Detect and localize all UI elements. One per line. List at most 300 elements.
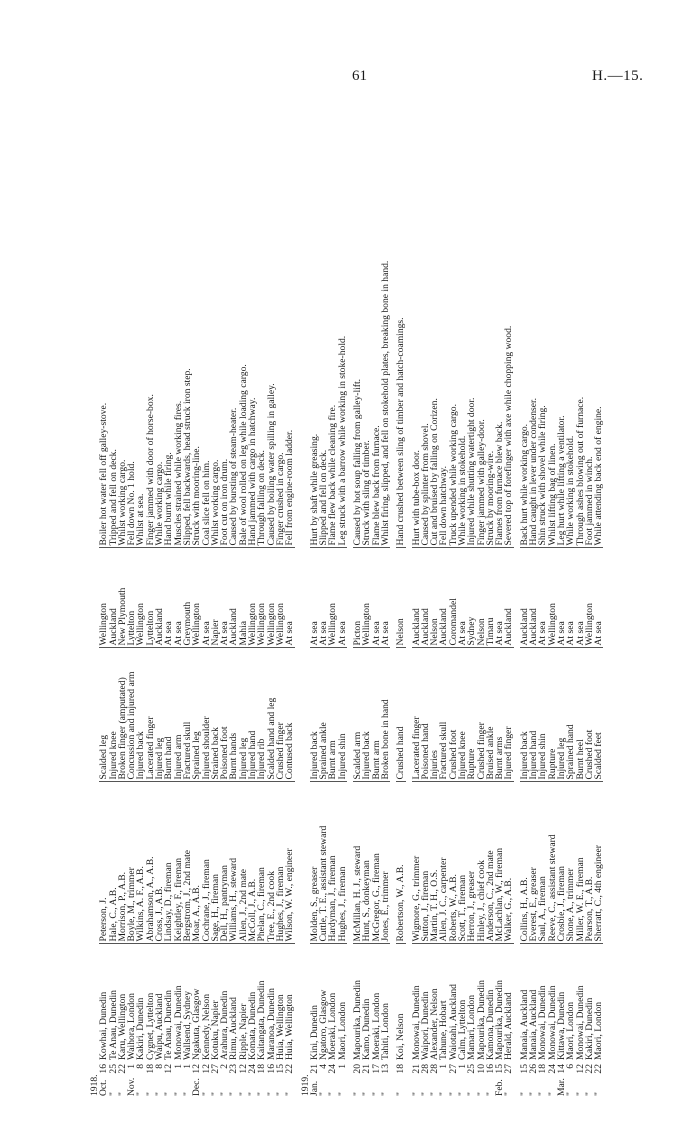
cell-injury: Broken bone in hand	[381, 648, 390, 782]
cell-injury: Crushed foot	[449, 648, 458, 782]
cell-injury: Burnt arm	[372, 648, 381, 782]
cell-vessel: Monowai, Dunedin	[174, 944, 183, 1062]
cell-where: At sea	[285, 548, 294, 648]
cell-month: "	[593, 1092, 605, 1096]
table-row	[183, 88, 192, 1098]
cell-where: At sea	[495, 548, 504, 648]
cell-where: At sea	[164, 548, 173, 648]
table-row	[486, 88, 495, 1098]
cell-name: Allen, J. C., carpenter	[439, 782, 448, 944]
table-row	[164, 88, 173, 1098]
cell-month: "	[361, 1092, 373, 1096]
cell-cause: Flames from furnace blew back.	[494, 421, 506, 546]
cell-vessel: Kamona, Dunedin	[486, 944, 495, 1062]
cell-where: Wellington	[257, 548, 266, 648]
cell-name: Moar, A., A.B.	[192, 782, 201, 944]
cell-injury: Lacerated finger	[412, 648, 421, 782]
cell-vessel: Kini, Dunedin	[310, 944, 319, 1062]
table-row	[495, 88, 504, 1098]
table-row	[328, 88, 337, 1098]
cell-month: Jan.	[308, 1080, 320, 1096]
cell-month: "	[107, 1092, 119, 1096]
cell-where: Auckland	[155, 548, 164, 648]
cell-cause: Caused by hot soup falling from galley-lift.	[352, 378, 364, 546]
cell-vessel: Cygnet, Lyttelton	[146, 944, 155, 1062]
table-row	[504, 88, 513, 1098]
cell-month: "	[379, 1092, 391, 1096]
cell-vessel: Waiotahi, Auckland	[449, 944, 458, 1062]
cell-cause: Fell down hatchway.	[438, 465, 450, 546]
cell-day: 18	[537, 1064, 549, 1074]
cell-day: 21	[361, 1064, 373, 1074]
cell-month: Mar.	[555, 1078, 567, 1096]
cell-where: Auckland	[520, 548, 529, 648]
cell-name: Cross, J., A.B.	[155, 782, 164, 944]
cell-day: 1	[181, 1064, 193, 1069]
cell-vessel: Huia, Wellington	[285, 944, 294, 1062]
cell-cause: Whilst firing, slipped, and fell on stokehold plates, breaking bone in hand.	[379, 260, 391, 546]
cell-name: Abrahamson, A., A.B.	[146, 782, 155, 944]
cell-day: 27	[447, 1064, 459, 1074]
cell-month: "	[135, 1092, 147, 1096]
cell-day: 15	[518, 1064, 530, 1074]
cell-where: Auckland	[109, 548, 118, 648]
cell-cause: Slipped and fell on deck.	[318, 449, 330, 546]
cell-where: Auckland	[504, 548, 513, 648]
cell-cause: Coal slice fell on him.	[200, 460, 212, 546]
table-row	[338, 88, 347, 1098]
cell-month: "	[163, 1092, 175, 1096]
table-row	[229, 88, 238, 1098]
cell-vessel: Monowai, Dunedin	[412, 944, 421, 1062]
cell-month: "	[518, 1092, 530, 1096]
cell-injury: Injured back	[310, 648, 319, 782]
cell-month: "	[144, 1092, 156, 1096]
cell-cause: Whilst working cargo.	[209, 459, 221, 546]
cell-day: 28	[419, 1064, 431, 1074]
cell-cause: Foot jammed in winch.	[583, 456, 595, 546]
cell-day: 6	[565, 1064, 577, 1069]
cell-name: Wilson, W. W., engineer	[285, 782, 294, 944]
cell-where: At sea	[538, 548, 547, 648]
table-row	[155, 88, 164, 1098]
cell-injury: Scalded arm	[353, 648, 362, 782]
cell-injury: Crushed finger	[477, 648, 486, 782]
cell-name: McColl, J., A.B.	[248, 782, 257, 944]
cell-vessel: Moeraki, London	[372, 944, 381, 1062]
cell-name: Lindsay, D., fireman	[164, 782, 173, 944]
cell-month: "	[181, 1092, 193, 1096]
cell-where: Wellington	[276, 548, 285, 648]
cell-cause: Flame blew back from furnace.	[370, 425, 382, 546]
cell-month: "	[574, 1092, 586, 1096]
cell-day: 22	[284, 1064, 296, 1074]
cell-cause: While working cargo.	[154, 461, 166, 546]
cell-where: At sea	[576, 548, 585, 648]
cell-vessel: Te Anau, Dunedin	[109, 944, 118, 1062]
cell-vessel: Tahiti, London	[381, 944, 390, 1062]
cell-injury: Sprained leg	[192, 648, 201, 782]
cell-day: 20	[352, 1064, 364, 1074]
cell-cause: Hand crushed between sling of timber and hatch-coamings.	[395, 317, 407, 546]
cell-name: McLachlan, W., fireman	[495, 782, 504, 944]
cell-injury: Lacerated finger	[146, 648, 155, 782]
cell-where: Lyttelton	[127, 548, 136, 648]
cell-where: Picton	[353, 548, 362, 648]
cell-name: Cochrane, J., fireman	[202, 782, 211, 944]
table-row	[202, 88, 211, 1098]
cell-injury: Scalded feet	[594, 648, 603, 782]
cell-where: Sydney	[467, 548, 476, 648]
cell-name: Phelan, C., fireman	[257, 782, 266, 944]
cell-month: "	[565, 1092, 577, 1096]
cell-name: Hughes, J., fireman	[338, 782, 347, 944]
cell-vessel: Arahura, Dunedin	[220, 944, 229, 1062]
cell-day: 12	[574, 1064, 586, 1074]
cell-day: 18	[256, 1064, 268, 1074]
cell-where: Wellington	[362, 548, 371, 648]
cell-day: 12	[163, 1064, 175, 1074]
cell-cause: Muscles strained while working fires.	[172, 400, 184, 546]
cell-month: Feb.	[494, 1079, 506, 1096]
cell-day: 15	[274, 1064, 286, 1074]
document-code: H.—15.	[592, 68, 644, 84]
cell-month: "	[410, 1092, 422, 1096]
cell-cause: Whilst lifting bag of linen.	[546, 443, 558, 546]
cell-vessel: Herald, Auckland	[504, 944, 513, 1062]
cell-cause: Foot cut on iron drum.	[219, 458, 231, 546]
cell-month: "	[284, 1092, 296, 1096]
cell-cause: Flame flew back while cleaning fire.	[327, 404, 339, 546]
cell-injury: Injured knee	[109, 648, 118, 782]
cell-cause: Leg struck with a barrow while working in stoke-hold.	[336, 335, 348, 546]
table-row	[353, 88, 362, 1098]
cell-month: "	[209, 1092, 221, 1096]
cell-injury: Injured leg	[557, 648, 566, 782]
cell-injury: Injured shin	[338, 648, 347, 782]
cell-name: Williams, H., steward	[229, 782, 238, 944]
cell-month: "	[274, 1092, 286, 1096]
table-row	[127, 88, 136, 1098]
cell-day: 2	[219, 1064, 231, 1069]
table-row	[520, 88, 529, 1098]
cell-cause: While working in stokehold.	[456, 435, 468, 546]
cell-name: Jones, E., trimmer	[381, 782, 390, 944]
rotated-table-region	[90, 88, 700, 1098]
cell-injury: Injured knee	[458, 648, 467, 782]
cell-injury: Poisoned foot	[220, 648, 229, 782]
cell-where: At sea	[220, 548, 229, 648]
cell-name: Crosbie, J., fireman	[557, 782, 566, 944]
cell-name: Everest, E., greaser	[529, 782, 538, 944]
cell-cause: Injured while shutting watertight door.	[466, 397, 478, 546]
cell-name: Hughes, J., fireman	[276, 782, 285, 944]
table-row	[174, 88, 183, 1098]
table-row	[585, 88, 594, 1098]
cell-where: At sea	[319, 548, 328, 648]
cell-where: Greymouth	[183, 548, 192, 648]
cell-day: 16	[98, 1064, 110, 1074]
cell-where: Auckland	[529, 548, 538, 648]
cell-injury: Burnt hand	[164, 648, 173, 782]
cell-name: McMillan, H. J., steward	[353, 782, 362, 944]
cell-cause: Through ashes blowing out of furnace.	[574, 396, 586, 546]
table-row	[421, 88, 430, 1098]
cell-cause: Struck with sling of timber.	[361, 440, 373, 546]
table-row	[285, 88, 294, 1098]
year-row	[90, 88, 99, 1098]
cell-cause: Finger jammed with door of horse-box.	[144, 394, 156, 546]
cell-vessel: Kowhai, Dunedin	[99, 944, 108, 1062]
cell-vessel: Maori, London	[566, 944, 575, 1062]
table-row	[239, 88, 248, 1098]
cell-where: Coromandel	[449, 548, 458, 648]
cell-day: 14	[555, 1064, 567, 1074]
cell-month: "	[528, 1092, 540, 1096]
table-row	[136, 88, 145, 1098]
table-row	[267, 88, 276, 1098]
cell-where: At sea	[338, 548, 347, 648]
cell-where: At sea	[594, 548, 603, 648]
cell-where: Wellington	[248, 548, 257, 648]
cell-day: 22	[583, 1064, 595, 1074]
cell-injury: Fractured skull	[183, 648, 192, 782]
table-row	[192, 88, 201, 1098]
cell-cause: Slipped, fell backwards, head struck iron step.	[181, 368, 193, 546]
cell-name: Wigmore, G., trimmer	[412, 782, 421, 944]
cell-name: Martin, T. H., O.S.	[430, 782, 439, 944]
cell-injury: Burnt hands	[229, 648, 238, 782]
cell-day: 27	[209, 1064, 221, 1074]
cell-where: Auckland	[229, 548, 238, 648]
year-label: 1919.	[299, 1074, 311, 1096]
cell-day: 25	[107, 1064, 119, 1074]
cell-vessel: Ngatoro, Glasgow	[319, 944, 328, 1062]
cell-vessel: Monowai, Dunedin	[548, 944, 557, 1062]
cell-cause: Caused by bursting of steam-heater.	[228, 407, 240, 546]
cell-month: "	[395, 1092, 407, 1096]
cell-injury: Crushed hand	[396, 648, 405, 782]
cell-cause: Finger jammed with galley-door.	[475, 419, 487, 546]
page-number: 61	[352, 68, 367, 84]
cell-name: Cuttle, T. E., assistant steward	[319, 782, 328, 944]
table-row	[594, 88, 603, 1098]
cell-vessel: Kamo, Dunedin	[362, 944, 371, 1062]
cell-vessel: Kittawa, Dunedin	[557, 944, 566, 1062]
cell-where: At sea	[557, 548, 566, 648]
cell-injury: Injured hand	[248, 648, 257, 782]
cell-where: Nelson	[430, 548, 439, 648]
cell-month: "	[154, 1092, 166, 1096]
cell-cause: Boiler hot water fell off galley-stove.	[98, 402, 110, 546]
cell-name: Saul, A., fireman	[538, 782, 547, 944]
cell-day: 1	[172, 1064, 184, 1069]
cell-name: Herron, J., greaser	[467, 782, 476, 944]
cell-name: Reeve, C., assistant steward	[548, 782, 557, 944]
cell-where: At sea	[566, 548, 575, 648]
table-row	[430, 88, 439, 1098]
cell-cause: Struck by mooring-wire.	[484, 450, 496, 546]
cell-day: 26	[528, 1064, 540, 1074]
cell-cause: While working in stokehold.	[565, 435, 577, 546]
cell-where: Mahia	[239, 548, 248, 648]
cell-day: 8	[135, 1064, 147, 1069]
accident-table	[90, 88, 603, 1098]
table-row	[211, 88, 220, 1098]
cell-month: "	[583, 1092, 595, 1096]
cell-injury: Injured arm	[174, 648, 183, 782]
cell-injury: Scalded hand and leg	[267, 648, 276, 782]
cell-day: 15	[494, 1064, 506, 1074]
table-row	[477, 88, 486, 1098]
cell-where: Wellington	[136, 548, 145, 648]
cell-vessel: Manaia, Auckland	[520, 944, 529, 1062]
cell-cause: Hand burnt while firing.	[163, 452, 175, 546]
table-row	[381, 88, 390, 1098]
cell-day: 21	[410, 1064, 422, 1074]
page-header	[0, 68, 700, 88]
cell-name: Walker, G., A.B.	[504, 782, 513, 944]
cell-name: Allen, J., 2nd mate	[239, 782, 248, 944]
cell-month: Oct.	[98, 1079, 110, 1096]
cell-day: 13	[379, 1064, 391, 1074]
table-row	[118, 88, 127, 1098]
cell-month: "	[352, 1092, 364, 1096]
cell-injury: Contused back	[285, 648, 294, 782]
cell-month: "	[503, 1092, 515, 1096]
cell-vessel: Ngakuta, Glasgow	[192, 944, 201, 1062]
cell-day: 22	[116, 1064, 128, 1074]
cell-month: "	[219, 1092, 231, 1096]
cell-month: Nov.	[126, 1077, 138, 1096]
cell-vessel: Rimu, Auckland	[229, 944, 238, 1062]
table-row	[372, 88, 381, 1098]
cell-injury: Injured rib	[257, 648, 266, 782]
cell-name: Hardyman, J., fireman	[328, 782, 337, 944]
cell-injury: Scalded leg	[99, 648, 108, 782]
cell-injury: Burnt arm	[328, 648, 337, 782]
cell-vessel: Alexander, Nelson	[430, 944, 439, 1062]
cell-vessel: Kaitangata, Dunedin	[257, 944, 266, 1062]
table-row	[439, 88, 448, 1098]
cell-vessel: Ripple, Napier	[239, 944, 248, 1062]
cell-injury: Crushed finger	[276, 648, 285, 782]
cell-where: Wellington	[99, 548, 108, 648]
cell-cause: Severed top of forefinger with axe while chopping wood.	[503, 325, 515, 546]
cell-injury: Broken finger (amputated)	[118, 648, 127, 782]
cell-where: Napier	[211, 548, 220, 648]
cell-day: 16	[484, 1064, 496, 1074]
cell-day: 28	[429, 1064, 441, 1074]
cell-name: Roberts, W., A.B.	[449, 782, 458, 944]
cell-month: "	[172, 1092, 184, 1096]
cell-vessel: Waipori, Dunedin	[421, 944, 430, 1062]
cell-where: Timaru	[486, 548, 495, 648]
cell-injury: Injured finger	[504, 648, 513, 782]
cell-vessel: Maori, London	[594, 944, 603, 1062]
cell-where: At sea	[310, 548, 319, 648]
cell-name: Collins, H., A.B.	[520, 782, 529, 944]
cell-day: 4	[318, 1064, 330, 1069]
cell-injury: Injured shin	[538, 648, 547, 782]
cell-cause: Bale of wool rolled on leg while loading cargo.	[237, 364, 249, 546]
cell-name: Keightley, F., fireman	[174, 782, 183, 944]
cell-month: "	[447, 1092, 459, 1096]
cell-name: Morrison, P., A.B.	[118, 782, 127, 944]
cell-day: 24	[327, 1064, 339, 1074]
cell-vessel: Maori, London	[338, 944, 347, 1062]
cell-vessel: Monowai, Dunedin	[576, 944, 585, 1062]
cell-injury: Injuries	[430, 648, 439, 782]
cell-vessel: Mapourika, Dunedin	[477, 944, 486, 1062]
cell-vessel: Mamari, London	[467, 944, 476, 1062]
cell-cause: Truck upended while working cargo.	[447, 404, 459, 546]
cell-month: "	[484, 1092, 496, 1096]
table-row	[467, 88, 476, 1098]
cell-month: "	[438, 1092, 450, 1096]
cell-where: At sea	[174, 548, 183, 648]
cell-where: At sea	[458, 548, 467, 648]
cell-vessel: Calm, Lyttelton	[458, 944, 467, 1062]
cell-where: Wellington	[192, 548, 201, 648]
table-row	[458, 88, 467, 1098]
table-row	[146, 88, 155, 1098]
cell-cause: Fell from engine-room ladder.	[284, 429, 296, 546]
cell-month: "	[327, 1092, 339, 1096]
cell-where: Wellington	[328, 548, 337, 648]
cell-vessel: Mapourika, Dunedin	[495, 944, 504, 1062]
cell-injury: Rupture	[548, 648, 557, 782]
cell-where: At sea	[381, 548, 390, 648]
cell-cause: While attending back end of engine.	[593, 406, 605, 546]
cell-name: Hale, C., A.B.	[109, 782, 118, 944]
cell-where: At sea	[202, 548, 211, 648]
table-row	[529, 88, 538, 1098]
cell-injury: Burnt arms	[495, 648, 504, 782]
cell-vessel: Maranoa, Dunedin	[267, 944, 276, 1062]
cell-vessel: Monowai, Dunedin	[538, 944, 547, 1062]
table-row	[548, 88, 557, 1098]
cell-day: 18	[395, 1064, 407, 1074]
cell-name: Hinley, J., chief cook	[477, 782, 486, 944]
cell-cause: Hurt with tube-box door.	[410, 450, 422, 546]
cell-cause: Leg hurt while lifting a ventilator.	[555, 415, 567, 546]
cell-cause: Tripped and fell on deck.	[107, 449, 119, 546]
table-row	[576, 88, 585, 1098]
cell-day: 24	[546, 1064, 558, 1074]
cell-month: Dec.	[191, 1078, 203, 1096]
cell-month: "	[466, 1092, 478, 1096]
cell-vessel: Tahune, Hobart	[439, 944, 448, 1062]
cell-injury: Injured back	[520, 648, 529, 782]
cell-day: 1	[438, 1064, 450, 1069]
cell-name: Pearson, T., A.B.	[585, 782, 594, 944]
cell-cause: Back hurt while working cargo.	[518, 423, 530, 546]
cell-vessel: Kennedy, Nelson	[202, 944, 211, 1062]
year-label: 1918.	[89, 1074, 100, 1096]
cell-injury: Rupture	[467, 648, 476, 782]
cell-cause: Hand caught in lever under condenser.	[528, 397, 540, 546]
cell-month: "	[546, 1092, 558, 1096]
cell-name: Peterson, J.	[99, 782, 108, 944]
cell-name: McGregor, G., fireman	[372, 782, 381, 944]
cell-vessel: Te Anau, Dunedin	[164, 944, 173, 1062]
cell-cause: Fell down No. 1 hold.	[126, 461, 138, 546]
cell-name: Scott, T., fireman	[458, 782, 467, 944]
cell-injury: Crushed foot	[585, 648, 594, 782]
cell-day: 18	[144, 1064, 156, 1074]
cell-month: "	[456, 1092, 468, 1096]
